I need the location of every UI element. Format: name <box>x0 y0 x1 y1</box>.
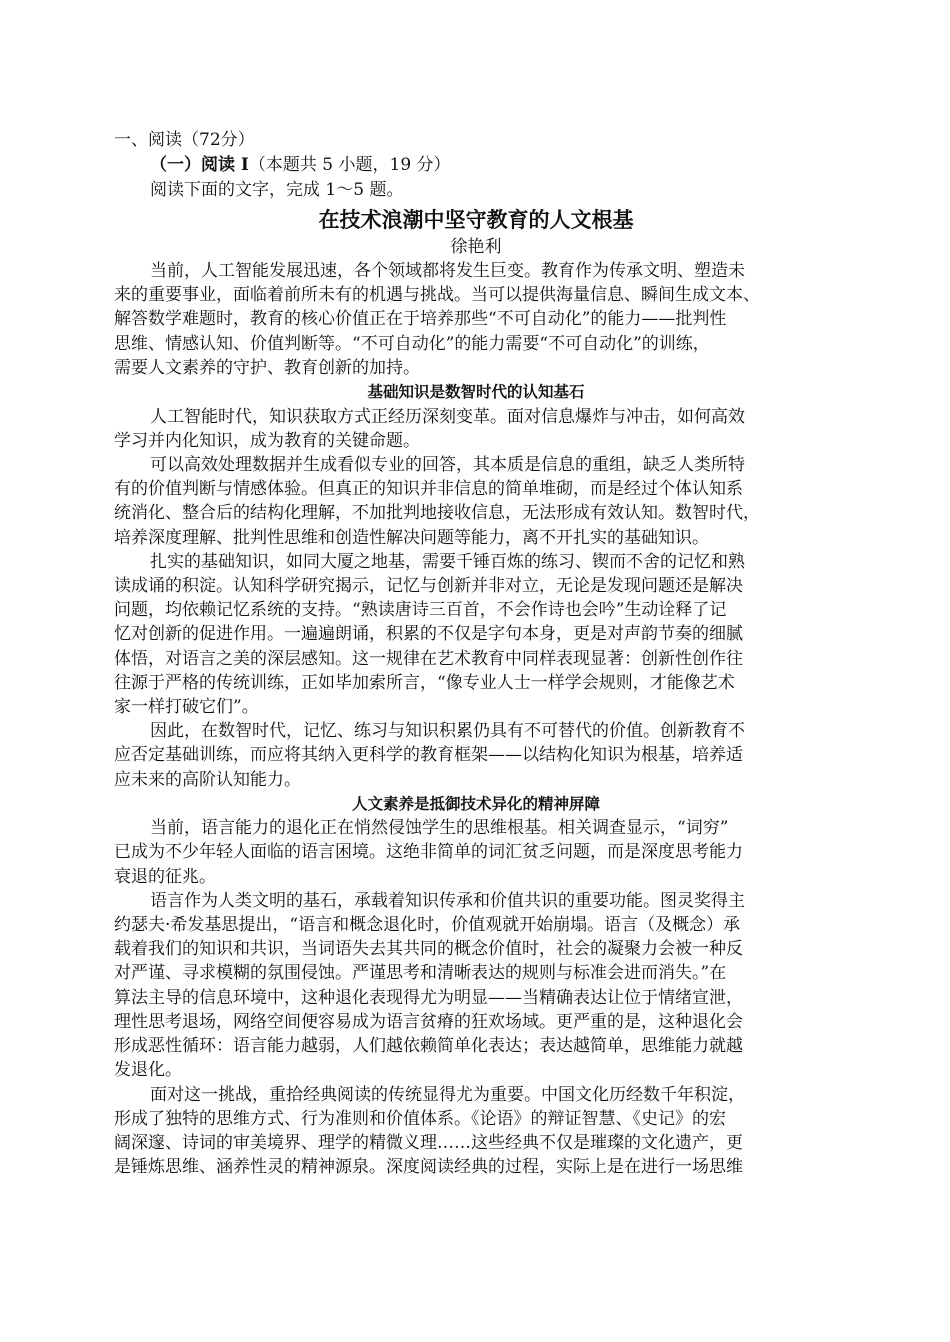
text-line: 阔深邃、诗词的审美境界、理学的精微义理……这些经典不仅是璀璨的文化遗产，更 <box>114 1132 743 1153</box>
text-line: 约瑟夫·希发基思提出，“语言和概念退化时，价值观就开始崩塌。语言（及概念）承 <box>114 915 741 936</box>
exam-page <box>114 128 838 1179</box>
text-line: 已成为不少年轻人面临的语言困境。这绝非简单的词汇贫乏问题，而是深度思考能力 <box>114 842 743 863</box>
article-author: 徐艳利 <box>450 237 502 257</box>
section2-body <box>114 816 838 1179</box>
text-line: 对严谨、寻求模糊的氛围侵蚀。严谨思考和清晰表达的规则与标准会进而消失。”在 <box>114 963 727 984</box>
text-line: 需要人文素养的守护、教育创新的加持。 <box>114 357 420 378</box>
text-line: 载着我们的知识和共识，当词语失去其共同的概念价值时，社会的凝聚力会被一种反 <box>114 939 743 960</box>
text-line: 培养深度理解、批判性思维和创造性解决问题等能力，离不开扎实的基础知识。 <box>114 527 709 548</box>
text-line: 形成了独特的思维方式、行为准则和价值体系。《论语》的辩证智慧、《史记》的宏 <box>114 1108 726 1129</box>
part-heading <box>114 153 838 178</box>
text-line: 当前，语言能力的退化正在悄然侵蚀学生的思维根基。相关调查显示，“词穷” <box>150 818 729 839</box>
paragraph <box>114 1083 838 1180</box>
text-line: 人工智能时代，知识获取方式正经历深刻变革。面对信息爆炸与冲击，如何高效 <box>150 406 745 427</box>
paragraph <box>114 889 838 1083</box>
text-line: 形成恶性循环：语言能力越弱，人们越依赖简单化表达；表达越简单，思维能力就越 <box>114 1036 743 1057</box>
text-line: 读成诵的积淀。认知科学研究揭示，记忆与创新并非对立，无论是发现问题还是解决 <box>114 575 743 596</box>
text-line: 当前，人工智能发展迅速，各个领域都将发生巨变。教育作为传承文明、塑造未 <box>150 261 745 281</box>
text-line: 忆对创新的促进作用。一遍遍朗诵，积累的不仅是字句本身，更是对声韵节奏的细腻 <box>114 624 743 645</box>
text-line: 衰退的征兆。 <box>114 866 216 887</box>
text-line: 应未来的高阶认知能力。 <box>114 769 301 790</box>
paragraph <box>114 816 838 889</box>
text-line: 因此，在数智时代，记忆、练习与知识积累仍具有不可替代的价值。创新教育不 <box>150 721 745 742</box>
text-line: 理性思考退场，网络空间便容易成为语言贫瘠的狂欢场域。更严重的是，这种退化会 <box>114 1011 743 1032</box>
paragraph <box>114 453 838 550</box>
text-line: 算法主导的信息环境中，这种退化表现得尤为明显——当精确表达让位于情绪宣泄， <box>114 987 743 1008</box>
text-line: 是锤炼思维、涵养性灵的精神源泉。深度阅读经典的过程，实际上是在进行一场思维 <box>114 1157 743 1178</box>
text-line: 家一样打破它们”。 <box>114 696 259 717</box>
text-line: 问题，均依赖记忆系统的支持。“熟读唐诗三百首，不会作诗也会吟”生动诠释了记 <box>114 600 727 621</box>
text-line: 扎实的基础知识，如同大厦之地基，需要千锤百炼的练习、锲而不舍的记忆和熟 <box>150 551 745 572</box>
text-line: 面对这一挑战，重拾经典阅读的传统显得尤为重要。中国文化历经数千年积淀， <box>150 1084 745 1105</box>
text-line: 往源于严格的传统训练，正如毕加索所言，“像专业人士一样学会规则，才能像艺术 <box>114 672 735 693</box>
text-line: 解答数学难题时，教育的核心价值正在于培养那些“不可自动化”的能力——批判性 <box>114 309 727 330</box>
section1-body <box>114 405 838 792</box>
text-line: 应否定基础训练，而应将其纳入更科学的教育框架——以结构化知识为根基，培养适 <box>114 745 743 766</box>
text-line: 统消化、整合后的结构化理解，不加批判地接收信息，无法形成有效认知。数智时代， <box>114 503 760 524</box>
text-line: 学习并内化知识，成为教育的关键命题。 <box>114 430 420 451</box>
text-line: 思维、情感认知、价值判断等。“不可自动化”的能力需要“不可自动化”的训练， <box>114 333 710 354</box>
article-title: 在技术浪潮中坚守教育的人文根基 <box>318 207 634 232</box>
section-heading: 一、阅读（72分） <box>114 130 255 150</box>
text-line: 语言作为人类文明的基石，承载着知识传承和价值共识的重要功能。图灵奖得主 <box>150 890 745 911</box>
paragraph <box>114 405 838 453</box>
intro-paragraph <box>114 259 838 380</box>
part-label: （一）阅读 I <box>150 155 249 175</box>
text-line: 来的重要事业，面临着前所未有的机遇与挑战。当可以提供海量信息、瞬间生成文本、 <box>114 285 760 306</box>
paragraph <box>114 550 838 719</box>
section2-heading: 人文素养是抵御技术异化的精神屏障 <box>351 793 600 813</box>
text-line: 可以高效处理数据并生成看似专业的回答，其本质是信息的重组，缺乏人类所特 <box>150 454 745 475</box>
section1-heading: 基础知识是数智时代的认知基石 <box>367 382 585 402</box>
text-line: 有的价值判断与情感体验。但真正的知识并非信息的简单堆砌，而是经过个体认知系 <box>114 479 743 500</box>
text-line: 发退化。 <box>114 1060 182 1081</box>
instruction: 阅读下面的文字，完成 1～5 题。 <box>150 180 404 200</box>
part-details: （本题共 5 小题，19 分） <box>248 155 451 175</box>
text-line: 体悟，对语言之美的深层感知。这一规律在艺术教育中同样表现显著：创新性创作往 <box>114 648 743 669</box>
paragraph <box>114 719 838 792</box>
